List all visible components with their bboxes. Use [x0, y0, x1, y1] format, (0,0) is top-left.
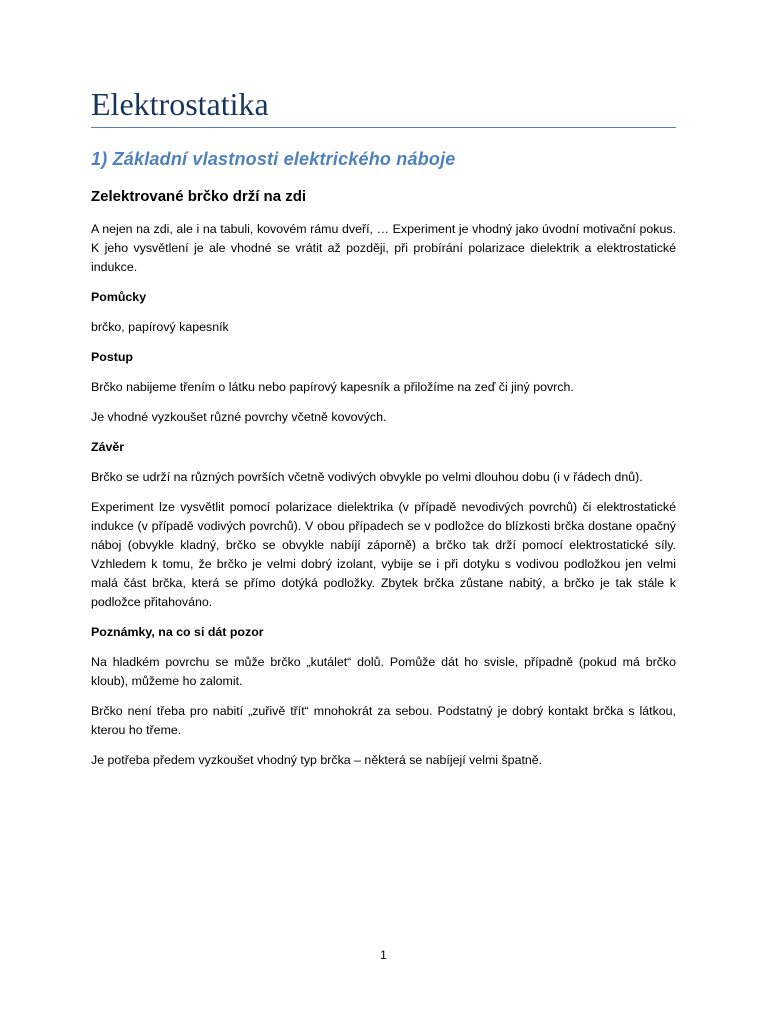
label-zaver: Závěr	[91, 440, 125, 454]
poznamky-text-1: Na hladkém povrchu se může brčko „kutálet“ dolů. Pomůže dát ho svisle, případně (pokud má brčko kloub), můžeme ho zalomit.	[91, 655, 676, 688]
zaver-text-2: Experiment lze vysvětlit pomocí polarizace dielektrika (v případě nevodivých povrchů) či elektrostatické indukce (v případě vodivých povrchů). V obou případech se v podložce do blízkosti brčka dostane opačný náboj (obvykle kladný, brčko se obvykle nabíjí záporně) a brčko tak drží pomocí elektrostatické síly. Vzhledem k tomu, že brčko je velmi dobrý izolant, vybije se i při dotyku s vodivou podložkou jen velmi malá část brčka, která se přímo dotýká podložky. Zbytek brčka zůstane nabitý, a brčko je tak stále k podložce přitahováno.	[91, 500, 676, 609]
poznamky-text-2: Brčko není třeba pro nabití „zuřivě třít“ mnohokrát za sebou. Podstatný je dobrý kontakt brčka s látkou, kterou ho třeme.	[91, 704, 676, 737]
label-pomucky: Pomůcky	[91, 290, 147, 304]
zaver-text-1: Brčko se udrží na různých površích včetně vodivých obvykle po velmi dlouhou dobu (i v řádech dnů).	[91, 470, 643, 484]
subsection-heading: Zelektrované brčko drží na zdi	[91, 188, 307, 205]
intro-paragraph: A nejen na zdi, ale i na tabuli, kovovém rámu dveří, … Experiment je vhodný jako úvodní motivační pokus. K jeho vysvětlení je ale vhodné se vrátit až později, při probírání polarizace dielektrik a elektrostatické indukce.	[91, 222, 676, 274]
postup-text-1: Brčko nabijeme třením o látku nebo papírový kapesník a přiložíme na zeď či jiný povrch.	[91, 380, 574, 394]
document-title: Elektrostatika	[91, 86, 269, 122]
title-underline	[91, 127, 676, 128]
label-poznamky: Poznámky, na co si dát pozor	[91, 625, 264, 639]
postup-text-2: Je vhodné vyzkoušet různé povrchy včetně kovových.	[91, 410, 387, 424]
page-number: 1	[380, 948, 387, 962]
pomucky-text: brčko, papírový kapesník	[91, 320, 229, 334]
document-page	[91, 0, 676, 1024]
poznamky-text-3: Je potřeba předem vyzkoušet vhodný typ brčka – některá se nabíjejí velmi špatně.	[91, 753, 543, 767]
section-heading: 1) Základní vlastnosti elektrického náboje	[91, 149, 456, 169]
label-postup: Postup	[91, 350, 133, 364]
document-body	[91, 220, 676, 781]
